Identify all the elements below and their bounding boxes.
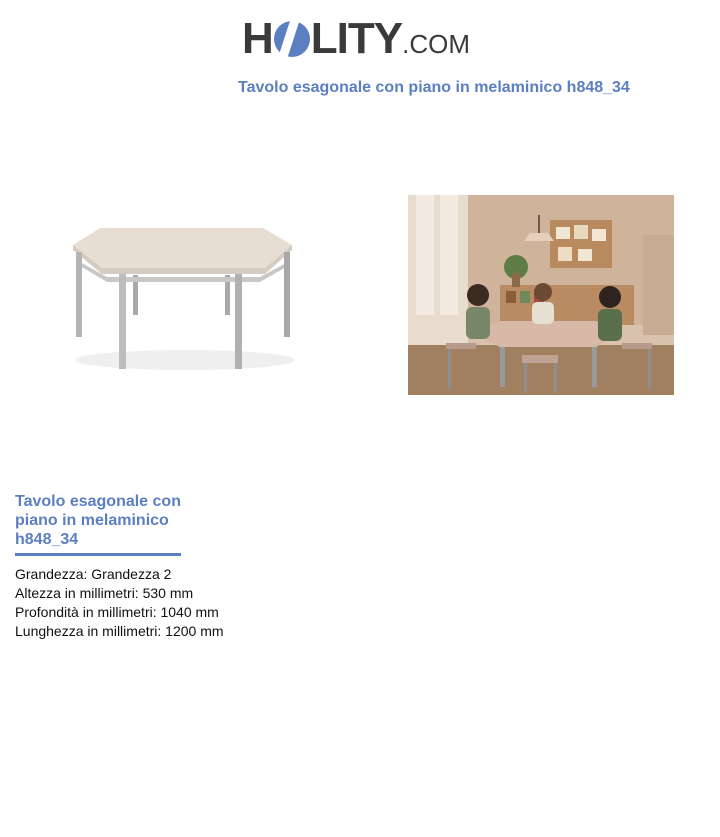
title-underline xyxy=(15,553,181,556)
spec-size: Grandezza: Grandezza 2 xyxy=(15,566,172,582)
spec-length: Lunghezza in millimetri: 1200 mm xyxy=(15,623,224,639)
product-photo xyxy=(60,210,310,375)
spec-list xyxy=(15,565,224,641)
logo-com: .COM xyxy=(402,29,470,59)
spec-height: Altezza in millimetri: 530 mm xyxy=(15,585,194,601)
logo-o-mark xyxy=(274,21,310,57)
logo-letters-lity: LITY xyxy=(310,14,403,63)
product-title: Tavolo esagonale con piano in melaminico h848_34 xyxy=(15,493,181,548)
classroom-photo xyxy=(408,195,674,395)
spec-depth: Profondità in millimetri: 1040 mm xyxy=(15,604,219,620)
holity-logo xyxy=(242,10,482,68)
logo-letter-h: H xyxy=(242,14,273,63)
page-title: Tavolo esagonale con piano in melaminico h848_34 xyxy=(238,79,630,96)
